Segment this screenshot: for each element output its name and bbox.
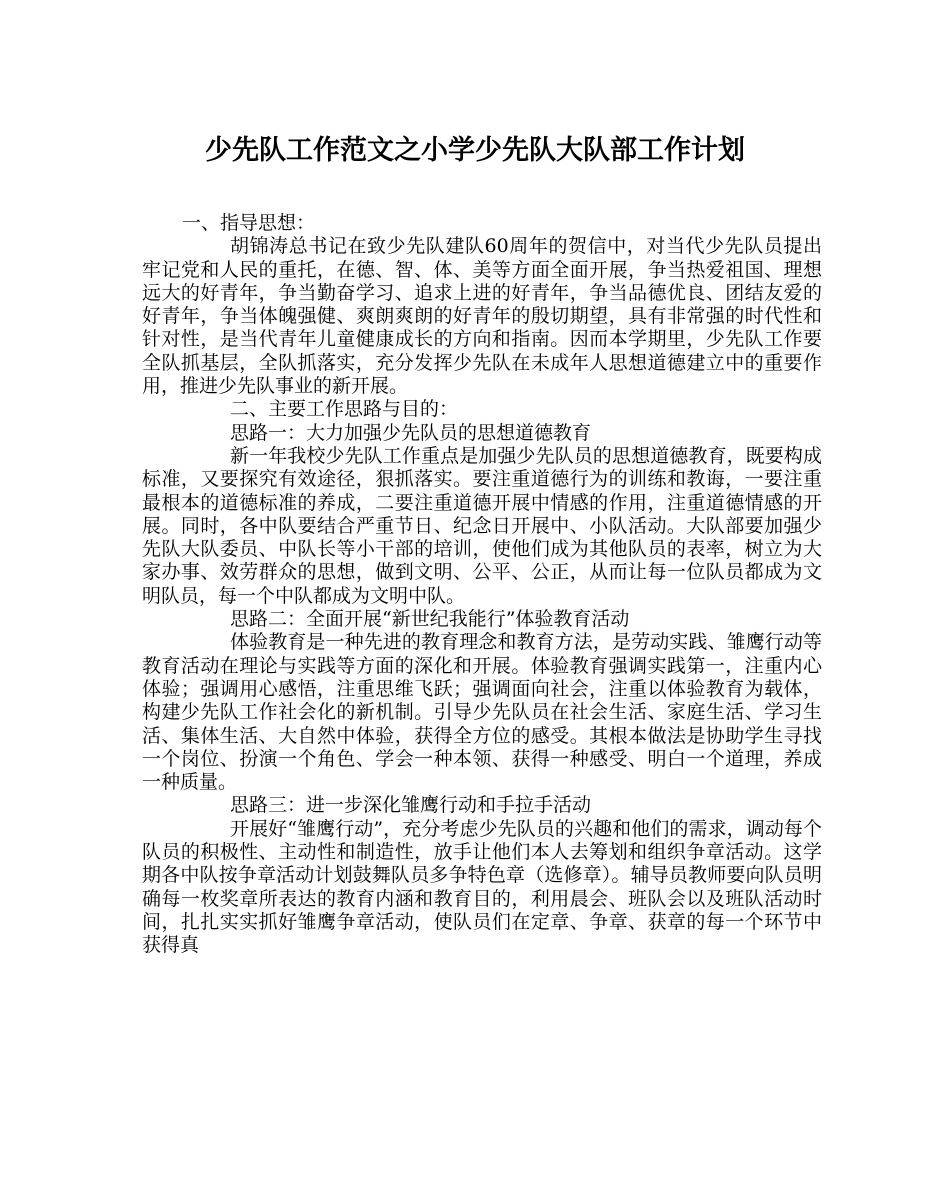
document-title: 少先队工作范文之小学少先队大队部工作计划 bbox=[205, 135, 745, 166]
section-heading-main-ideas: 二、主要工作思路与目的： bbox=[230, 398, 459, 421]
section-heading-guiding-thought: 一、指导思想： bbox=[182, 212, 316, 234]
paragraph-idea-two: 体验教育是一种先进的教育理念和教育方法，是劳动实践、雏鹰行动等教育活动在理论与实践等方面的深化和开展。体验教育强调实践第一，注重内心体验；强调用心感悟，注重思维飞跃；强调面向社会，注重以体验教育为载体，构建少先队工作社会化的新机制。引导少先队员在社会生活、家庭生活、学习生活、集体生活、大自然中体验，获得全方位的感受。其根本做法是协助学生寻找一个岗位、扮演一个角色、学会一种本领、获得一种感受、明白一个道理，养成一种质量。 bbox=[142, 631, 822, 794]
paragraph-guiding-thought: 胡锦涛总书记在致少先队建队60周年的贺信中，对当代少先队员提出牢记党和人民的重托，在德、智、体、美等方面全面开展，争当热爱祖国、理想远大的好青年，争当勤奋学习、追求上进的好青年，争当品德优良、团结友爱的好青年，争当体魄强健、爽朗爽朗的好青年的殷切期望，具有非常强的时代性和针对性，是当代青年儿童健康成长的方向和指南。因而本学期里，少先队工作要全队抓基层，全队抓落实，充分发挥少先队在未成年人思想道德建立中的重要作用，推进少先队事业的新开展。 bbox=[142, 235, 822, 398]
paragraph-idea-three: 开展好“雏鹰行动”，充分考虑少先队员的兴趣和他们的需求，调动每个队员的积极性、主动性和制造性，放手让他们本人去筹划和组织争章活动。这学期各中队按争章活动计划鼓舞队员多争特色章（选修章）。辅导员教师要向队员明确每一枚奖章所表达的教育内涵和教育目的，利用晨会、班队会以及班队活动时间，扎扎实实抓好雏鹰争章活动，使队员们在定章、争章、获章的每一个环节中获得真 bbox=[142, 817, 822, 957]
subheading-idea-one: 思路一：大力加强少先队员的思想道德教育 bbox=[230, 421, 592, 444]
subheading-idea-two: 思路二：全面开展“新世纪我能行”体验教育活动 bbox=[230, 608, 630, 631]
document-body bbox=[142, 212, 822, 958]
paragraph-idea-one: 新一年我校少先队工作重点是加强少先队员的思想道德教育，既要构成标准，又要探究有效途径，狠抓落实。要注重道德行为的训练和教诲，一要注重最根本的道德标准的养成，二要注重道德开展中情感的作用，注重道德情感的开展。同时，各中队要结合严重节日、纪念日开展中、小队活动。大队部要加强少先队大队委员、中队长等小干部的培训，使他们成为其他队员的表率，树立为大家办事、效劳群众的思想，做到文明、公平、公正，从而让每一位队员都成为文明队员，每一个中队都成为文明中队。 bbox=[142, 444, 822, 607]
subheading-idea-three: 思路三：进一步深化雏鹰行动和手拉手活动 bbox=[230, 794, 592, 817]
